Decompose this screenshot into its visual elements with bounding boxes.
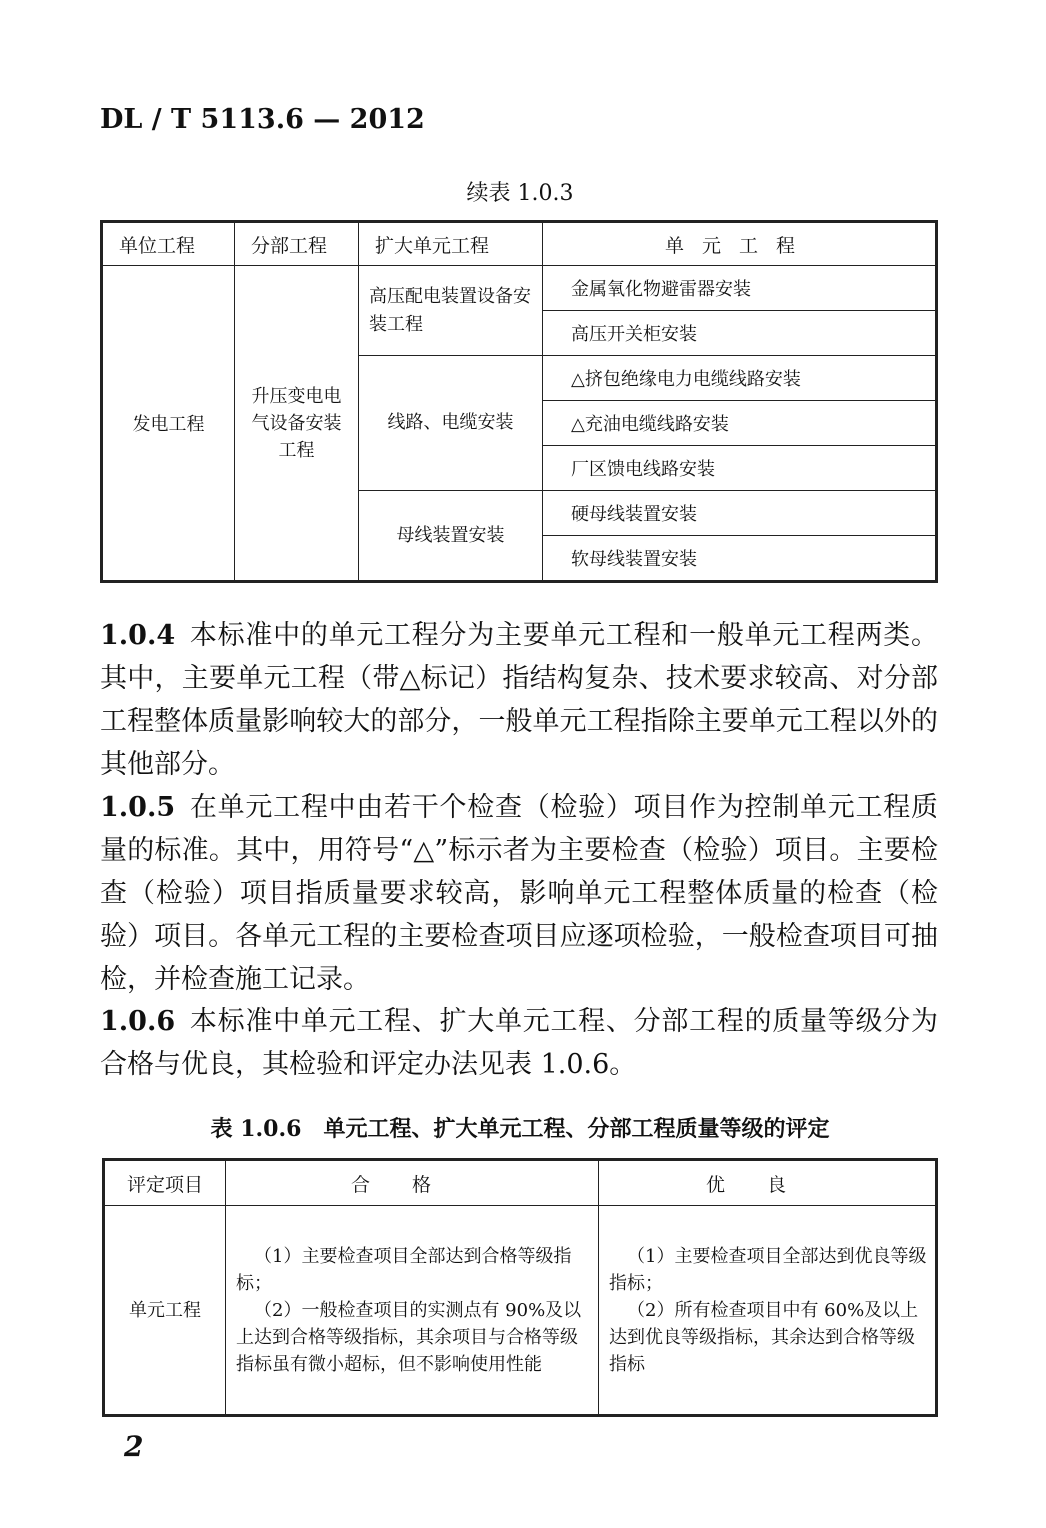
unit-project-cell: 发电工程 [102, 266, 235, 582]
expanded-unit-cell: 高压配电装置设备安装工程 [359, 266, 543, 356]
clause-1-0-6 [100, 1000, 938, 1086]
col-header-excellent: 优良 [599, 1160, 937, 1206]
col-header-expanded: 扩大单元工程 [359, 222, 543, 266]
col-header-pass: 合格 [226, 1160, 599, 1206]
clause-number: 1.0.6 [100, 1006, 176, 1037]
table-header-row [104, 1160, 937, 1206]
element-cell: 高压开关柜安装 [543, 311, 937, 356]
clause-1-0-4 [100, 614, 938, 786]
clause-text: 本标准中单元工程、扩大单元工程、分部工程的质量等级分为合格与优良，其检验和评定办法见表 1.0.6。 [100, 1006, 938, 1080]
clause-text: 本标准中的单元工程分为主要单元工程和一般单元工程两类。其中，主要单元工程（带△标记）指结构复杂、技术要求较高、对分部工程整体质量影响较大的部分，一般单元工程指除主要单元工程以外的其他部分。 [100, 620, 938, 780]
expanded-unit-cell: 母线装置安装 [359, 491, 543, 582]
col-header-element: 单元工程 [543, 222, 937, 266]
element-cell: △挤包绝缘电力电缆线路安装 [543, 356, 937, 401]
pass-criteria-cell [226, 1206, 599, 1416]
element-cell: 硬母线装置安装 [543, 491, 937, 536]
criteria-line: （1）主要检查项目全部达到合格等级指标； [236, 1245, 572, 1294]
project-classification-table [100, 220, 938, 583]
clause-number: 1.0.4 [100, 620, 176, 651]
element-cell: △充油电缆线路安装 [543, 401, 937, 446]
element-cell: 厂区馈电线路安装 [543, 446, 937, 491]
criteria-line: （1）主要检查项目全部达到优良等级指标； [609, 1245, 927, 1294]
table-title: 表 1.0.6 单元工程、扩大单元工程、分部工程质量等级的评定 [210, 1116, 830, 1142]
table-header-row [102, 222, 937, 266]
page-number: 2 [124, 1430, 144, 1463]
table-row [104, 1206, 937, 1416]
table-title: 续表 1.0.3 [466, 181, 574, 206]
table-row [102, 266, 937, 311]
col-header-subdivision: 分部工程 [235, 222, 359, 266]
expanded-unit-cell: 线路、电缆安装 [359, 356, 543, 491]
standard-code: DL / T 5113.6 — 2012 [100, 104, 425, 135]
col-header-item: 评定项目 [104, 1160, 226, 1206]
criteria-line: （2）一般检查项目的实测点有 90%及以上达到合格等级指标，其余项目与合格等级指标虽有微小超标，但不影响使用性能 [236, 1299, 582, 1375]
subdivision-cell: 升压变电电气设备安装工程 [235, 266, 359, 582]
element-cell: 金属氧化物避雷器安装 [543, 266, 937, 311]
excellent-criteria-cell [599, 1206, 937, 1416]
col-header-unit: 单位工程 [102, 222, 235, 266]
clause-text: 在单元工程中由若干个检查（检验）项目作为控制单元工程质量的标准。其中，用符号“△”标示者为主要检查（检验）项目。主要检查（检验）项目指质量要求较高，影响单元工程整体质量的检查（检验）项目。各单元工程的主要检查项目应逐项检验，一般检查项目可抽检，并检查施工记录。 [100, 792, 938, 995]
item-cell: 单元工程 [104, 1206, 226, 1416]
clause-number: 1.0.5 [100, 792, 176, 823]
quality-grade-table [102, 1158, 938, 1417]
criteria-line: （2）所有检查项目中有 60%及以上达到优良等级指标，其余达到合格等级指标 [609, 1299, 919, 1375]
element-cell: 软母线装置安装 [543, 536, 937, 582]
clause-1-0-5 [100, 786, 938, 1001]
